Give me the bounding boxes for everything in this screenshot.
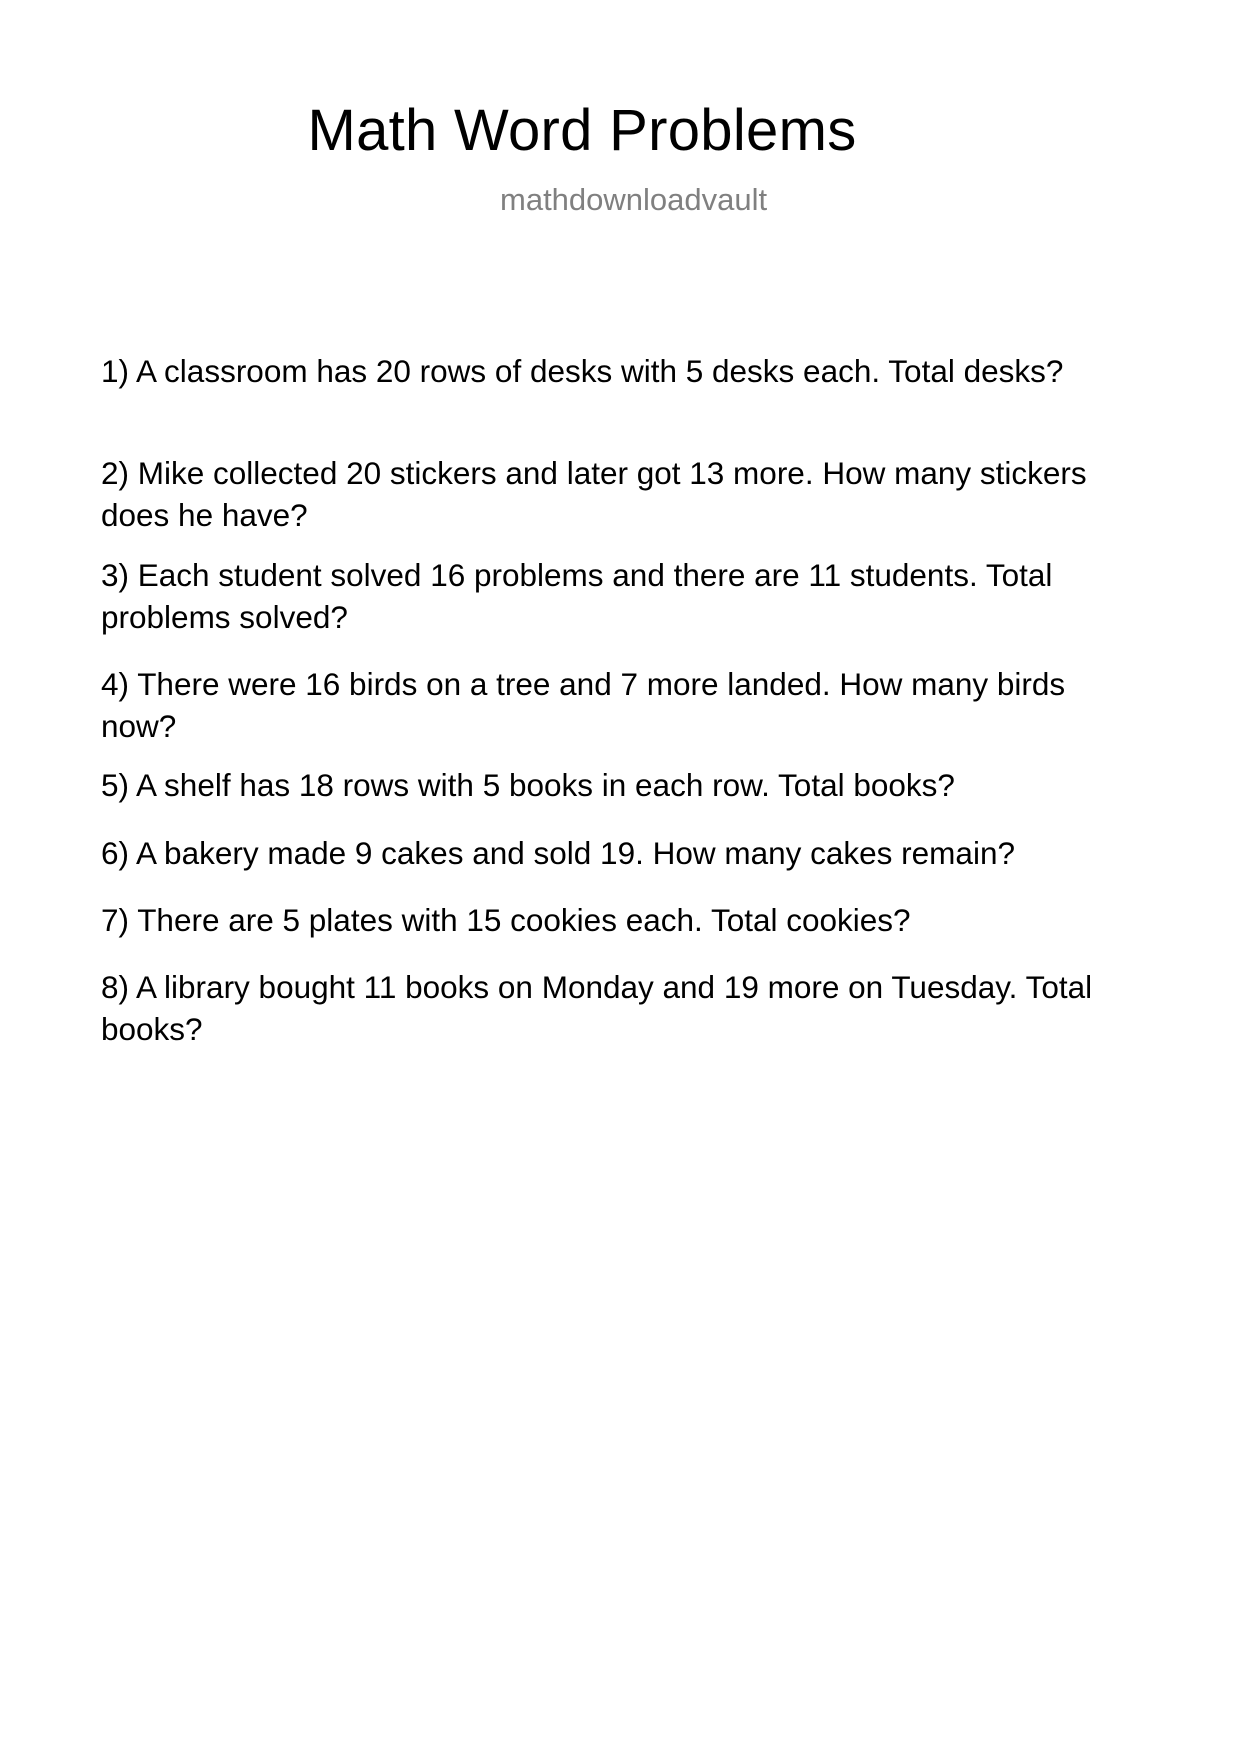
problem-item-8: 8) A library bought 11 books on Monday and 19 more on Tuesday. Total books?: [101, 969, 1093, 1047]
problem-item-1: 1) A classroom has 20 rows of desks with 5 desks each. Total desks?: [101, 353, 1064, 389]
page-title: Math Word Problems: [307, 98, 857, 163]
problem-item-2: 2) Mike collected 20 stickers and later got 13 more. How many stickers does he have?: [101, 455, 1087, 533]
page-subtitle: mathdownloadvault: [500, 182, 768, 217]
problem-item-5: 5) A shelf has 18 rows with 5 books in each row. Total books?: [101, 767, 955, 803]
problem-item-4: 4) There were 16 birds on a tree and 7 more landed. How many birds now?: [101, 666, 1066, 744]
problem-item-6: 6) A bakery made 9 cakes and sold 19. How many cakes remain?: [101, 835, 1015, 871]
problem-item-7: 7) There are 5 plates with 15 cookies each. Total cookies?: [101, 902, 911, 938]
problem-item-3: 3) Each student solved 16 problems and there are 11 students. Total problems solved?: [101, 557, 1053, 635]
